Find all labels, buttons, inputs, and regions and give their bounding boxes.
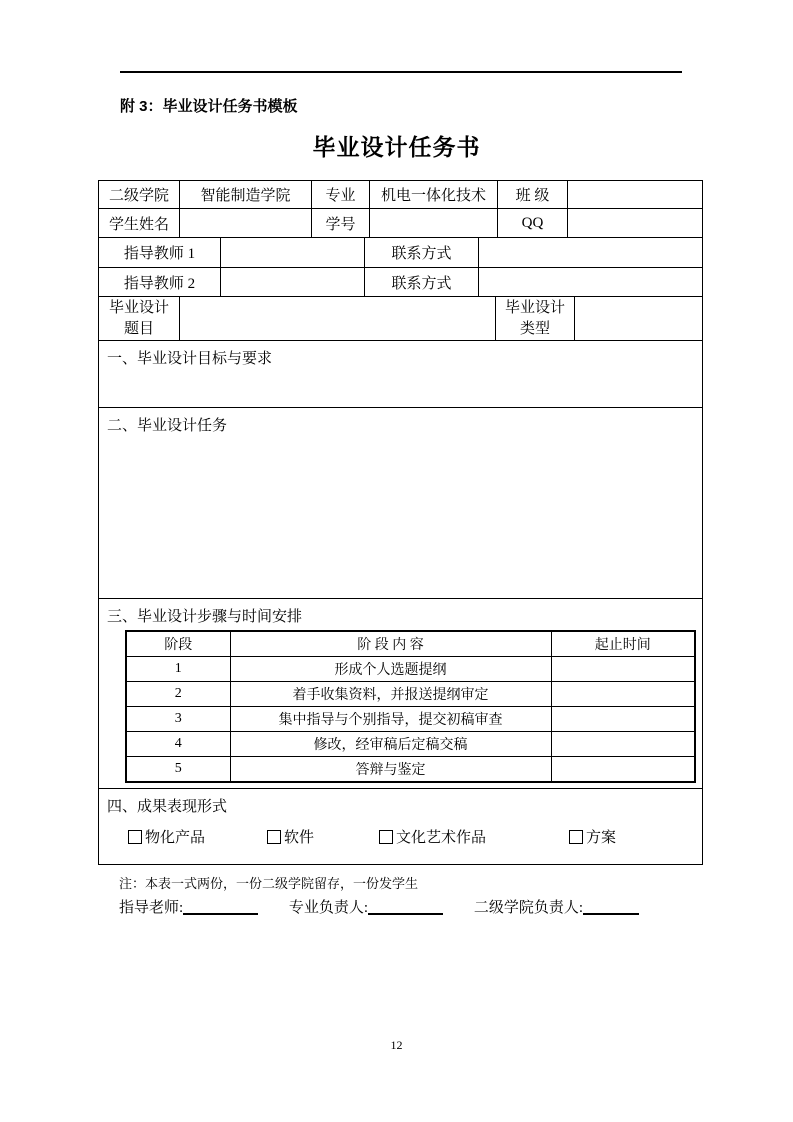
signature-teacher-field[interactable]: [183, 898, 258, 915]
major-value: 机电一体化技术: [370, 181, 498, 208]
signature-teacher-label: 指导老师:: [119, 900, 184, 916]
student-name-field[interactable]: [180, 209, 312, 237]
signature-major-head: [289, 896, 443, 917]
time-col-header: 起止时间: [551, 631, 695, 657]
college-value: 智能制造学院: [180, 181, 312, 208]
stage-number: 5: [126, 757, 230, 783]
signature-college-head-field[interactable]: [583, 898, 639, 915]
checkbox-cultural-art-work[interactable]: [379, 826, 569, 847]
topic-label-line2: 题目: [123, 320, 154, 337]
stage-number: 2: [126, 682, 230, 707]
topic-field[interactable]: [180, 297, 496, 340]
teacher1-contact-label: 联系方式: [365, 238, 479, 267]
checkbox-software[interactable]: [267, 826, 379, 847]
design-type-label: [496, 297, 575, 340]
section-goals-heading: 一、毕业设计目标与要求: [107, 351, 273, 367]
signature-major-head-field[interactable]: [368, 898, 443, 915]
attachment-label: 附 3：毕业设计任务书模板: [120, 98, 298, 115]
class-label: 班 级: [498, 181, 568, 208]
stage-col-header: 阶段: [126, 631, 230, 657]
topic-label: [99, 297, 180, 340]
signature-teacher: [119, 896, 258, 917]
signature-major-head-label: 专业负责人:: [288, 900, 369, 916]
section-result-forms-heading: 四、成果表现形式: [107, 799, 228, 815]
table-row-college: [99, 181, 702, 209]
stage-content: 着手收集资料，并报送提纲审定: [230, 682, 551, 707]
stage-time-field[interactable]: [551, 707, 695, 732]
checkbox-icon[interactable]: [128, 830, 142, 844]
student-id-label: 学号: [312, 209, 370, 237]
teacher1-label: 指导教师 1: [99, 238, 221, 267]
stage-number: 3: [126, 707, 230, 732]
stage-number: 4: [126, 732, 230, 757]
header-rule: [120, 71, 682, 73]
stage-table-header-row: [126, 631, 695, 657]
design-type-label-line2: 类型: [519, 320, 550, 337]
copies-note: 注：本表一式两份，一份二级学院留存，一份发学生: [119, 876, 419, 891]
stage-row-3: [126, 707, 695, 732]
checkbox-icon[interactable]: [379, 830, 393, 844]
design-type-label-line1: 毕业设计: [504, 300, 565, 317]
qq-label: QQ: [498, 209, 568, 237]
section-schedule-cell: [99, 599, 702, 788]
checkbox-label: 软件: [284, 830, 315, 846]
section-goals: [99, 341, 702, 408]
qq-field[interactable]: [568, 209, 702, 237]
section-tasks: [99, 408, 702, 599]
signature-line: [119, 896, 639, 917]
stage-content: 修改，经审稿后定稿交稿: [230, 732, 551, 757]
table-row-topic: [99, 297, 702, 341]
stage-schedule-table: [125, 630, 696, 783]
college-label: 二级学院: [99, 181, 180, 208]
teacher1-contact-field[interactable]: [479, 238, 702, 267]
major-label: 专业: [312, 181, 370, 208]
stage-number: 1: [126, 657, 230, 682]
stage-time-field[interactable]: [551, 657, 695, 682]
stage-row-2: [126, 682, 695, 707]
teacher2-contact-field[interactable]: [479, 268, 702, 296]
stage-content: 集中指导与个别指导，提交初稿审查: [230, 707, 551, 732]
signature-college-head: [474, 896, 639, 917]
task-form-table: [98, 180, 703, 865]
section-schedule-heading: 三、毕业设计步骤与时间安排: [107, 609, 303, 625]
checkbox-icon[interactable]: [267, 830, 281, 844]
topic-label-line1: 毕业设计: [108, 300, 169, 317]
section-tasks-heading: 二、毕业设计任务: [107, 418, 228, 434]
stage-row-5: [126, 757, 695, 783]
table-row-student: [99, 209, 702, 238]
design-type-field[interactable]: [575, 297, 702, 340]
teacher2-label: 指导教师 2: [99, 268, 221, 296]
checkbox-label: 物化产品: [145, 830, 206, 846]
stage-content: 形成个人选题提纲: [230, 657, 551, 682]
student-name-label: 学生姓名: [99, 209, 180, 237]
student-id-field[interactable]: [370, 209, 498, 237]
signature-college-head-label: 二级学院负责人:: [473, 900, 584, 916]
stage-content: 答辩与鉴定: [230, 757, 551, 783]
class-value-field[interactable]: [568, 181, 702, 208]
checkbox-label: 文化艺术作品: [396, 830, 487, 846]
section-result-forms: [99, 789, 702, 864]
checkbox-physical-product[interactable]: [128, 826, 267, 847]
stage-time-field[interactable]: [551, 732, 695, 757]
stage-row-1: [126, 657, 695, 682]
table-row-teacher2: [99, 268, 702, 297]
stage-row-4: [126, 732, 695, 757]
checkbox-label: 方案: [586, 830, 617, 846]
teacher2-contact-label: 联系方式: [365, 268, 479, 296]
stage-time-field[interactable]: [551, 757, 695, 783]
result-form-options: [128, 826, 702, 847]
checkbox-icon[interactable]: [569, 830, 583, 844]
teacher1-name-field[interactable]: [221, 238, 365, 267]
content-col-header: 阶 段 内 容: [230, 631, 551, 657]
page-number: 12: [390, 1038, 403, 1052]
stage-time-field[interactable]: [551, 682, 695, 707]
checkbox-proposal[interactable]: [569, 826, 616, 847]
page-title: 毕业设计任务书: [312, 134, 481, 160]
teacher2-name-field[interactable]: [221, 268, 365, 296]
section-tasks-cell[interactable]: [99, 408, 702, 598]
section-result-forms-cell: [99, 789, 702, 864]
section-goals-cell[interactable]: [99, 341, 702, 407]
table-row-teacher1: [99, 238, 702, 268]
section-schedule: [99, 599, 702, 789]
